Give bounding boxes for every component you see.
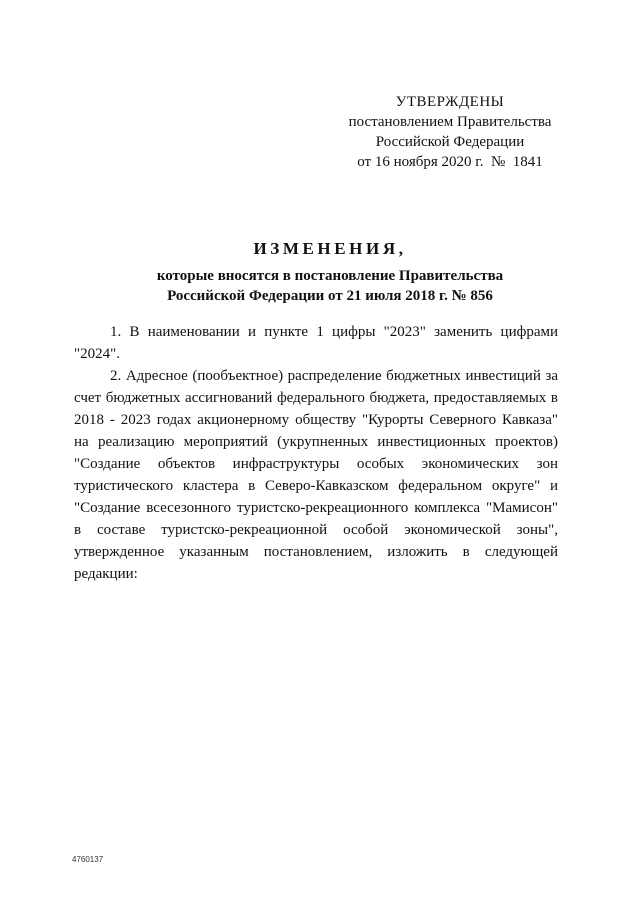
paragraph-1: 1. В наименовании и пункте 1 цифры "2023" заменить цифрами "2024". bbox=[74, 324, 558, 362]
document-subtitle-line-1: которые вносятся в постановление Правительства bbox=[156, 268, 504, 284]
approval-line-2: Российской Федерации bbox=[375, 134, 525, 150]
document-body bbox=[74, 321, 558, 585]
document-code: 4760137 bbox=[72, 855, 104, 864]
document-subtitle-line-2: Российской Федерации от 21 июля 2018 г. № 856 bbox=[167, 288, 493, 304]
document-heading bbox=[90, 238, 570, 306]
document-title: ИЗМЕНЕНИЯ, bbox=[253, 239, 407, 258]
approval-date-line: от 16 ноября 2020 г. № 1841 bbox=[357, 154, 543, 170]
approval-line-1: постановлением Правительства bbox=[348, 114, 552, 130]
paragraph-2: 2. Адресное (пообъектное) распределение бюджетных инвестиций за счет бюджетных ассигнований федерального бюджета, предоставляемых в 2018 - 2023 годах акционерному обществу "Курорты Северного Кавказа" на реализацию мероприятий (укрупненных инвестиционных проектов) "Создание объектов инфраструктуры особых экономических зон туристического кластера в Северо-Кавказском федеральном округе" и "Создание всесезонного туристско-рекреационного комплекса "Мамисон" в составе туристско-рекреационной особой экономической зоны", утвержденное указанным постановлением, изложить в следующей редакции: bbox=[74, 368, 558, 582]
approval-stamp-title: УТВЕРЖДЕНЫ bbox=[395, 94, 505, 110]
approval-block bbox=[330, 92, 570, 172]
